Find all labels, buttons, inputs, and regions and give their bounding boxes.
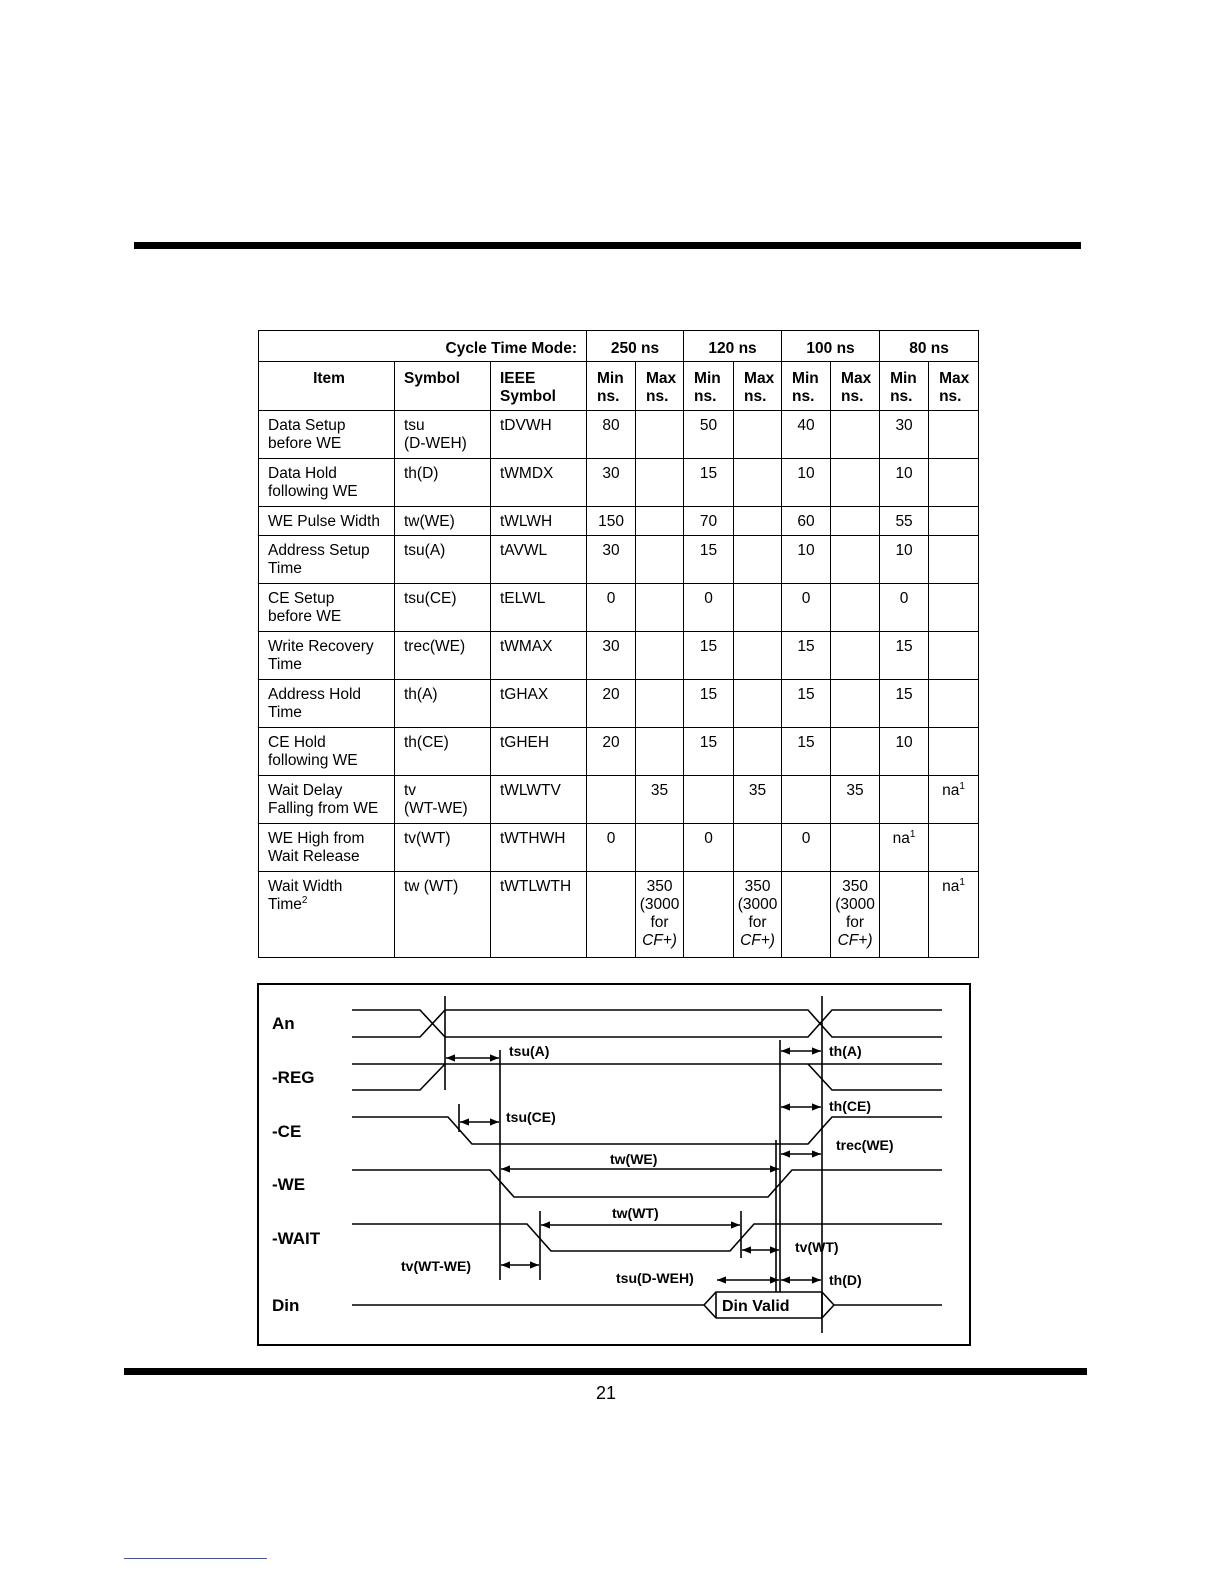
an-waveform-top bbox=[352, 1010, 942, 1037]
item-cell bbox=[259, 728, 395, 776]
max-value-cell bbox=[734, 728, 782, 776]
value: 0 bbox=[801, 830, 811, 847]
min-value-cell bbox=[880, 507, 929, 536]
min-value-cell bbox=[782, 872, 831, 958]
symbol-cell bbox=[395, 680, 491, 728]
label-tv-wt-we: tv(WT-WE) bbox=[401, 1258, 471, 1274]
max-value-cell bbox=[636, 536, 684, 584]
table-row bbox=[259, 824, 979, 872]
table-row bbox=[259, 536, 979, 584]
min-value-cell bbox=[684, 536, 734, 584]
max-value-cell bbox=[636, 776, 684, 824]
din-waveform bbox=[352, 1292, 942, 1318]
ieee-symbol-header: IEEE Symbol bbox=[491, 362, 587, 411]
value: 30 bbox=[602, 465, 620, 482]
signal-label-wait: -WAIT bbox=[272, 1229, 321, 1248]
max-value-cell bbox=[929, 584, 979, 632]
write-timing-table bbox=[258, 330, 979, 958]
value: 10 bbox=[895, 734, 913, 751]
max-value-cell bbox=[831, 411, 880, 459]
max-value-cell bbox=[636, 411, 684, 459]
column-header-row bbox=[259, 362, 979, 411]
item-cell bbox=[259, 411, 395, 459]
max-value-cell bbox=[929, 872, 979, 958]
symbol-line-1: tsu(A) bbox=[404, 542, 446, 559]
signal-label-reg: -REG bbox=[272, 1068, 315, 1087]
item-line-2: Time bbox=[268, 656, 302, 673]
min-value-cell bbox=[782, 536, 831, 584]
symbol-cell bbox=[395, 459, 491, 507]
value: 0 bbox=[704, 830, 713, 847]
item-cell bbox=[259, 872, 395, 958]
max-value-cell bbox=[636, 584, 684, 632]
signal-label-an: An bbox=[272, 1014, 295, 1033]
max-value-cell bbox=[636, 728, 684, 776]
max-value-cell bbox=[636, 632, 684, 680]
min-value-cell bbox=[587, 872, 636, 958]
min-value-cell bbox=[684, 872, 734, 958]
cf-note-l3: CF+) bbox=[837, 932, 873, 949]
max-value-cell bbox=[929, 776, 979, 824]
max-value-cell bbox=[734, 632, 782, 680]
item-line-1: Data Hold bbox=[268, 465, 337, 482]
value: 0 bbox=[801, 590, 811, 607]
min-value-cell bbox=[880, 536, 929, 584]
item-line-1: Address Setup bbox=[268, 542, 370, 559]
table-row bbox=[259, 632, 979, 680]
max-value-cell bbox=[734, 459, 782, 507]
ieee-symbol-cell: tELWL bbox=[491, 584, 587, 632]
max-value-cell bbox=[636, 507, 684, 536]
label-tw-wt: tw(WT) bbox=[612, 1205, 659, 1221]
max-value-cell bbox=[734, 536, 782, 584]
value: 0 bbox=[899, 590, 909, 607]
item-cell bbox=[259, 536, 395, 584]
item-line-1: WE High from bbox=[268, 830, 365, 847]
value: 10 bbox=[797, 465, 815, 482]
mode-100: 100 ns bbox=[782, 331, 880, 362]
max-value-cell bbox=[831, 459, 880, 507]
value: 35 bbox=[650, 782, 669, 799]
header-rule bbox=[134, 242, 1081, 249]
min-value-cell bbox=[684, 411, 734, 459]
diagram-frame bbox=[258, 984, 970, 1345]
symbol-cell bbox=[395, 632, 491, 680]
max-value-cell bbox=[831, 728, 880, 776]
item-line-1: Wait Width bbox=[268, 878, 343, 895]
min-value-cell bbox=[782, 824, 831, 872]
max-header: Max ns. bbox=[831, 362, 880, 411]
item-cell bbox=[259, 824, 395, 872]
min-value-cell bbox=[587, 584, 636, 632]
signal-label-we: -WE bbox=[272, 1175, 306, 1194]
min-value-cell bbox=[880, 872, 929, 958]
value: 15 bbox=[699, 638, 718, 655]
page-number: 21 bbox=[595, 1383, 617, 1403]
max-value-cell bbox=[831, 680, 880, 728]
min-value-cell bbox=[684, 584, 734, 632]
symbol-line-1: tsu(CE) bbox=[404, 590, 457, 607]
item-line-2: Falling from WE bbox=[268, 800, 379, 817]
symbol-line-1: tv(WT) bbox=[404, 830, 451, 847]
symbol-line-2: (WT-WE) bbox=[404, 800, 468, 817]
min-value-cell bbox=[587, 459, 636, 507]
symbol-cell bbox=[395, 584, 491, 632]
max-value-cell bbox=[734, 507, 782, 536]
label-tsu-ce: tsu(CE) bbox=[506, 1109, 556, 1125]
item-line-1: Wait Delay bbox=[268, 782, 343, 799]
value: 55 bbox=[895, 513, 913, 530]
value: 80 bbox=[602, 417, 620, 434]
value: 15 bbox=[699, 542, 718, 559]
value: na bbox=[942, 782, 960, 799]
ieee-symbol-cell: tWMDX bbox=[491, 459, 587, 507]
min-value-cell bbox=[782, 411, 831, 459]
value: 50 bbox=[699, 417, 718, 434]
min-value-cell bbox=[880, 411, 929, 459]
max-value-cell bbox=[929, 632, 979, 680]
label-tsu-a: tsu(A) bbox=[509, 1043, 550, 1059]
max-value-cell bbox=[734, 680, 782, 728]
table-row bbox=[259, 728, 979, 776]
value: 30 bbox=[602, 542, 620, 559]
item-line-1: CE Hold bbox=[268, 734, 326, 751]
value: 150 bbox=[598, 513, 624, 530]
ce-waveform bbox=[352, 1117, 942, 1144]
we-waveform bbox=[352, 1170, 942, 1197]
signal-label-ce: -CE bbox=[272, 1122, 302, 1141]
value: 35 bbox=[748, 782, 767, 799]
max-value-cell bbox=[929, 824, 979, 872]
item-cell bbox=[259, 776, 395, 824]
value: na bbox=[942, 878, 960, 895]
item-line-2: following WE bbox=[268, 483, 358, 500]
max-value-cell bbox=[831, 872, 880, 958]
item-line-1: Write Recovery bbox=[268, 638, 374, 655]
item-header: Item bbox=[259, 362, 395, 411]
symbol-line-1: trec(WE) bbox=[404, 638, 466, 655]
min-value-cell bbox=[880, 584, 929, 632]
cycle-mode-label: Cycle Time Mode: bbox=[259, 331, 587, 362]
max-header: Max ns. bbox=[636, 362, 684, 411]
max-value-cell bbox=[734, 411, 782, 459]
symbol-line-1: th(D) bbox=[404, 465, 439, 482]
table-row bbox=[259, 680, 979, 728]
value: 15 bbox=[797, 638, 815, 655]
ieee-symbol-cell: tWLWH bbox=[491, 507, 587, 536]
footnote-ref: 2 bbox=[301, 895, 308, 906]
item-line-2: Time bbox=[268, 704, 302, 721]
value: 10 bbox=[895, 465, 913, 482]
symbol-line-1: tw(WE) bbox=[404, 513, 455, 530]
an-waveform-bottom bbox=[352, 1010, 942, 1037]
footnote-ref: 1 bbox=[909, 829, 916, 840]
footnote-ref: 1 bbox=[959, 781, 965, 792]
max-value-cell bbox=[636, 459, 684, 507]
symbol-cell bbox=[395, 536, 491, 584]
cf-note-l3: CF+) bbox=[740, 932, 775, 949]
min-value-cell bbox=[782, 680, 831, 728]
value: 15 bbox=[797, 686, 815, 703]
cf-note-l1: (3000 bbox=[639, 896, 680, 913]
table-row bbox=[259, 776, 979, 824]
min-value-cell bbox=[684, 776, 734, 824]
value: 30 bbox=[895, 417, 913, 434]
max-value-cell bbox=[636, 872, 684, 958]
mode-250: 250 ns bbox=[587, 331, 684, 362]
min-value-cell bbox=[684, 632, 734, 680]
value: 0 bbox=[606, 590, 616, 607]
min-value-cell bbox=[782, 776, 831, 824]
ieee-symbol-cell: tAVWL bbox=[491, 536, 587, 584]
ieee-symbol-cell: tWLWTV bbox=[491, 776, 587, 824]
ieee-symbol-cell: tGHEH bbox=[491, 728, 587, 776]
ieee-symbol-cell: tWTHWH bbox=[491, 824, 587, 872]
cf-note-l3: CF+) bbox=[642, 932, 677, 949]
value: 15 bbox=[895, 638, 913, 655]
table-row bbox=[259, 507, 979, 536]
max-value-cell bbox=[831, 507, 880, 536]
min-header: Min ns. bbox=[587, 362, 636, 411]
max-value-cell bbox=[734, 584, 782, 632]
label-tsu-d-weh: tsu(D-WEH) bbox=[616, 1270, 694, 1286]
symbol-cell bbox=[395, 507, 491, 536]
value: 15 bbox=[699, 686, 718, 703]
value: 10 bbox=[895, 542, 913, 559]
min-value-cell bbox=[684, 728, 734, 776]
item-cell bbox=[259, 680, 395, 728]
symbol-line-1: tsu bbox=[404, 417, 425, 434]
max-value-cell bbox=[734, 776, 782, 824]
min-value-cell bbox=[880, 776, 929, 824]
table-row bbox=[259, 872, 979, 958]
label-tv-wt: tv(WT) bbox=[795, 1239, 839, 1255]
item-line-1: Data Setup bbox=[268, 417, 346, 434]
cf-note-l2: for bbox=[650, 914, 669, 931]
max-value-cell bbox=[831, 632, 880, 680]
value: 20 bbox=[602, 734, 620, 751]
value: 350 bbox=[646, 878, 673, 895]
max-header: Max ns. bbox=[929, 362, 979, 411]
footnote-separator bbox=[124, 1558, 267, 1559]
min-value-cell bbox=[684, 680, 734, 728]
symbol-line-2: (D-WEH) bbox=[404, 435, 467, 452]
min-value-cell bbox=[782, 459, 831, 507]
value: 40 bbox=[797, 417, 815, 434]
symbol-cell bbox=[395, 872, 491, 958]
min-value-cell bbox=[880, 824, 929, 872]
value: 15 bbox=[895, 686, 913, 703]
value: 20 bbox=[602, 686, 620, 703]
min-value-cell bbox=[587, 680, 636, 728]
item-line-2: before WE bbox=[268, 435, 342, 452]
value: 350 bbox=[842, 878, 868, 895]
item-cell bbox=[259, 459, 395, 507]
ieee-symbol-cell: tDVWH bbox=[491, 411, 587, 459]
footnote-ref: 1 bbox=[959, 877, 965, 888]
min-header: Min ns. bbox=[782, 362, 831, 411]
label-din-valid: Din Valid bbox=[722, 1298, 790, 1315]
max-value-cell bbox=[734, 824, 782, 872]
item-line-2: Wait Release bbox=[268, 848, 360, 865]
min-value-cell bbox=[782, 728, 831, 776]
value: 15 bbox=[797, 734, 815, 751]
item-cell bbox=[259, 507, 395, 536]
max-header: Max ns. bbox=[734, 362, 782, 411]
item-line-2: following WE bbox=[268, 752, 358, 769]
item-cell bbox=[259, 584, 395, 632]
item-cell bbox=[259, 632, 395, 680]
value: 0 bbox=[704, 590, 713, 607]
max-value-cell bbox=[929, 536, 979, 584]
symbol-cell bbox=[395, 728, 491, 776]
wait-waveform bbox=[352, 1224, 942, 1251]
symbol-cell bbox=[395, 824, 491, 872]
max-value-cell bbox=[636, 824, 684, 872]
symbol-cell bbox=[395, 411, 491, 459]
max-value-cell bbox=[929, 680, 979, 728]
table-row bbox=[259, 459, 979, 507]
cf-note-l1: (3000 bbox=[737, 896, 778, 913]
mode-80: 80 ns bbox=[880, 331, 979, 362]
value: na bbox=[892, 830, 910, 847]
cf-note-l2: for bbox=[748, 914, 767, 931]
value: 10 bbox=[797, 542, 815, 559]
min-value-cell bbox=[684, 507, 734, 536]
label-th-a: th(A) bbox=[829, 1043, 862, 1059]
max-value-cell bbox=[831, 536, 880, 584]
value: 15 bbox=[699, 465, 718, 482]
signal-label-din: Din bbox=[272, 1296, 300, 1315]
min-value-cell bbox=[782, 632, 831, 680]
ieee-symbol-cell: tWMAX bbox=[491, 632, 587, 680]
item-line-2: Time bbox=[268, 560, 302, 577]
max-value-cell bbox=[636, 680, 684, 728]
ieee-symbol-cell: tGHAX bbox=[491, 680, 587, 728]
max-value-cell bbox=[929, 459, 979, 507]
mode-120: 120 ns bbox=[684, 331, 782, 362]
max-value-cell bbox=[929, 507, 979, 536]
label-th-ce: th(CE) bbox=[829, 1098, 871, 1114]
min-value-cell bbox=[587, 728, 636, 776]
footer-rule bbox=[124, 1368, 1087, 1375]
min-value-cell bbox=[587, 776, 636, 824]
cycle-mode-row bbox=[259, 331, 979, 362]
item-line-1: Address Hold bbox=[268, 686, 362, 703]
symbol-header: Symbol bbox=[395, 362, 491, 411]
max-value-cell bbox=[929, 411, 979, 459]
min-value-cell bbox=[587, 507, 636, 536]
table-row bbox=[259, 411, 979, 459]
min-value-cell bbox=[880, 459, 929, 507]
max-value-cell bbox=[734, 872, 782, 958]
max-value-cell bbox=[831, 776, 880, 824]
item-line-2: Time bbox=[268, 896, 302, 913]
value: 30 bbox=[602, 638, 620, 655]
min-header: Min ns. bbox=[880, 362, 929, 411]
min-value-cell bbox=[880, 728, 929, 776]
label-tw-we: tw(WE) bbox=[610, 1151, 658, 1167]
min-value-cell bbox=[684, 459, 734, 507]
min-header: Min ns. bbox=[684, 362, 734, 411]
cf-note-l2: for bbox=[846, 914, 865, 931]
reg-waveform-low bbox=[352, 1064, 445, 1090]
item-line-2: before WE bbox=[268, 608, 342, 625]
min-value-cell bbox=[880, 632, 929, 680]
min-value-cell bbox=[587, 411, 636, 459]
min-value-cell bbox=[587, 824, 636, 872]
symbol-line-1: th(A) bbox=[404, 686, 438, 703]
value: 70 bbox=[699, 513, 718, 530]
symbol-cell bbox=[395, 776, 491, 824]
max-value-cell bbox=[831, 824, 880, 872]
value: 350 bbox=[744, 878, 771, 895]
symbol-line-1: tw (WT) bbox=[404, 878, 459, 895]
max-value-cell bbox=[929, 728, 979, 776]
value: 0 bbox=[606, 830, 616, 847]
min-value-cell bbox=[587, 536, 636, 584]
max-value-cell bbox=[831, 584, 880, 632]
min-value-cell bbox=[782, 507, 831, 536]
cf-note-l1: (3000 bbox=[835, 896, 875, 913]
table-row bbox=[259, 584, 979, 632]
item-line-1: WE Pulse Width bbox=[268, 513, 380, 530]
value: 60 bbox=[797, 513, 815, 530]
label-th-d: th(D) bbox=[829, 1272, 862, 1288]
value: 35 bbox=[846, 782, 864, 799]
min-value-cell bbox=[684, 824, 734, 872]
reg-waveform-release bbox=[808, 1064, 942, 1090]
label-trec-we: trec(WE) bbox=[836, 1137, 894, 1153]
min-value-cell bbox=[880, 680, 929, 728]
min-value-cell bbox=[587, 632, 636, 680]
value: 15 bbox=[699, 734, 718, 751]
symbol-line-1: th(CE) bbox=[404, 734, 449, 751]
item-line-1: CE Setup bbox=[268, 590, 335, 607]
symbol-line-1: tv bbox=[404, 782, 417, 799]
ieee-symbol-cell: tWTLWTH bbox=[491, 872, 587, 958]
min-value-cell bbox=[782, 584, 831, 632]
